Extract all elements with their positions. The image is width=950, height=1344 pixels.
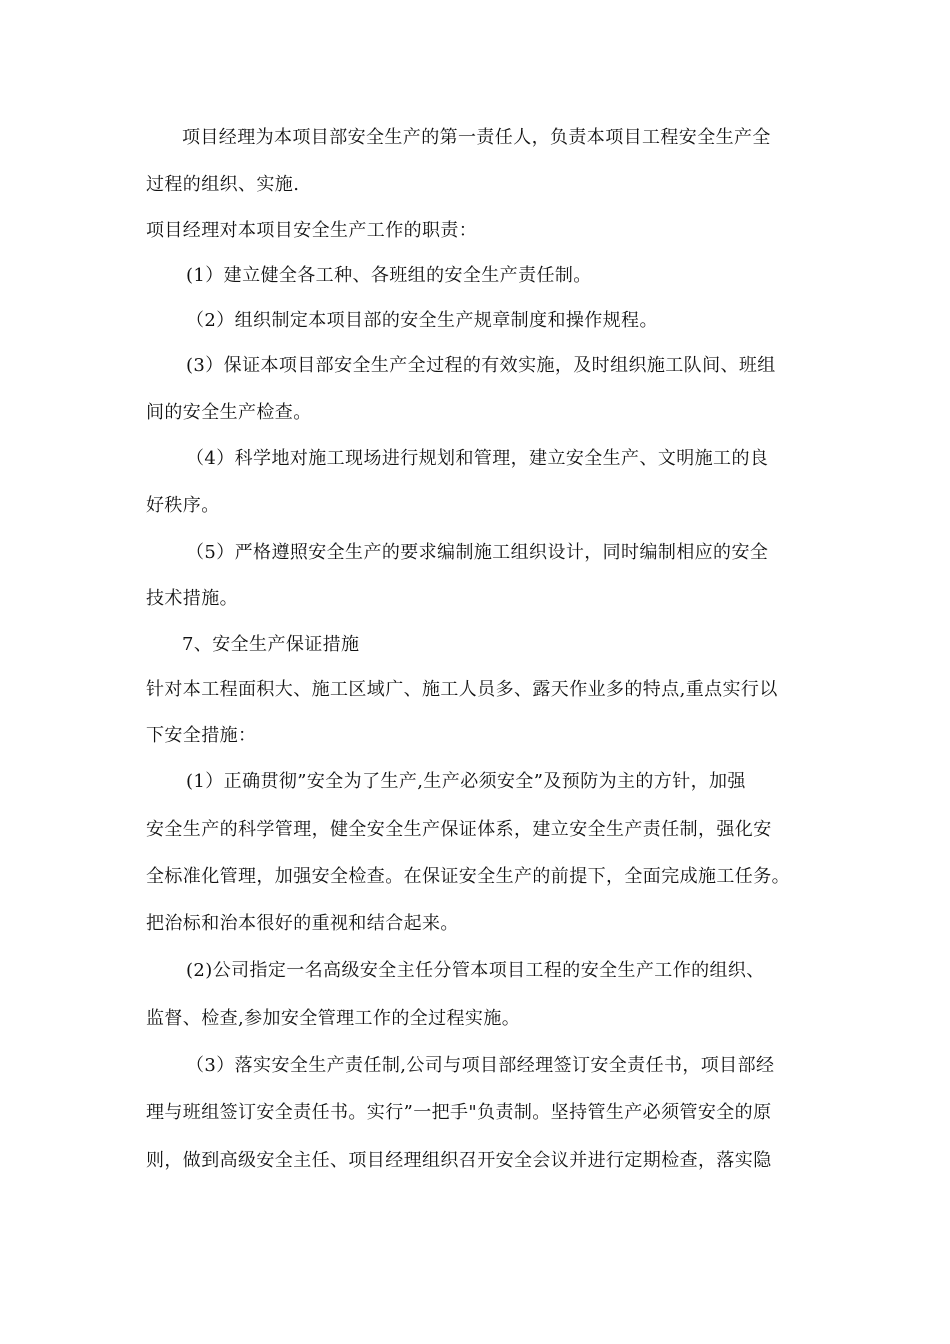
list-item-line: （5）严格遵照安全生产的要求编制施工组织设计，同时编制相应的安全 (186, 542, 769, 563)
list-item-line: (3）保证本项目部安全生产全过程的有效实施，及时组织施工队间、班组 (186, 355, 776, 376)
list-item-line: (2)公司指定一名高级安全主任分管本项目工程的安全生产工作的组织、 (186, 960, 765, 981)
paragraph-line: 项目经理为本项目部安全生产的第一责任人，负责本项目工程安全生产全 (182, 127, 771, 148)
paragraph-line: 监督、检查,参加安全管理工作的全过程实施。 (146, 1008, 521, 1029)
list-item-line: (1）正确贯彻”安全为了生产,生产必须安全”及预防为主的方针，加强 (186, 771, 746, 792)
paragraph-line: 项目经理对本项目安全生产工作的职责： (146, 220, 478, 241)
list-item-line: （3）落实安全生产责任制,公司与项目部经理签订安全责任书，项目部经 (186, 1055, 775, 1076)
list-item-line: (1）建立健全各工种、各班组的安全生产责任制。 (186, 265, 592, 286)
list-item-line: （4）科学地对施工现场进行规划和管理，建立安全生产、文明施工的良 (186, 448, 769, 469)
paragraph-line: 把治标和治本很好的重视和结合起来。 (146, 913, 459, 934)
paragraph-line: 全标准化管理，加强安全检查。在保证安全生产的前提下，全面完成施工任务。 (146, 866, 790, 887)
paragraph-line: 好秩序。 (146, 495, 220, 516)
paragraph-line: 安全生产的科学管理，健全安全生产保证体系，建立安全生产责任制，强化安 (146, 819, 772, 840)
paragraph-line: 技术措施。 (146, 588, 238, 609)
paragraph-line: 针对本工程面积大、施工区域广、施工人员多、露天作业多的特点,重点实行以 (146, 679, 778, 700)
paragraph-line: 过程的组织、实施. (146, 174, 300, 195)
paragraph-line: 下安全措施： (146, 725, 257, 746)
section-heading: 7、安全生产保证措施 (182, 634, 360, 655)
paragraph-line: 间的安全生产检查。 (146, 402, 312, 423)
paragraph-line: 理与班组签订安全责任书。实行”一把手"负责制。坚持管生产必须管安全的原 (146, 1102, 772, 1123)
paragraph-line: 则，做到高级安全主任、项目经理组织召开安全会议并进行定期检查，落实隐 (146, 1150, 772, 1171)
list-item-line: （2）组织制定本项目部的安全生产规章制度和操作规程。 (186, 310, 658, 331)
